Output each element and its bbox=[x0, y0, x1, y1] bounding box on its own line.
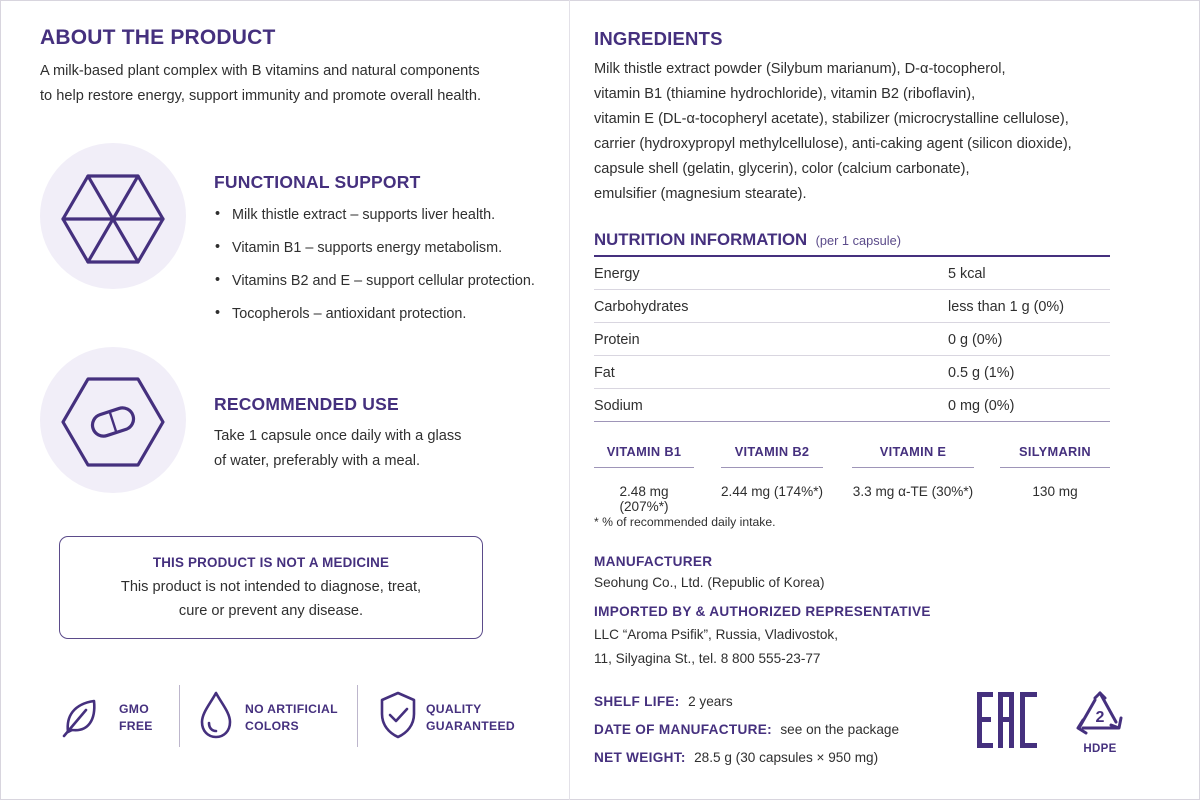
list-item: • Tocopherols – antioxidant protection. bbox=[215, 306, 535, 339]
nutrient-name: Carbohydrates bbox=[594, 299, 689, 315]
ingredients-line: Milk thistle extract powder (Silybum marianum), D-α-tocopherol, bbox=[594, 61, 1006, 77]
shelf-life-label: SHELF LIFE: bbox=[594, 694, 680, 709]
nutrient-name: Protein bbox=[594, 332, 640, 348]
badge-divider bbox=[179, 685, 180, 747]
about-description-line: to help restore energy, support immunity and promote overall health. bbox=[40, 88, 482, 104]
recommended-text bbox=[214, 424, 461, 474]
shield-check-icon bbox=[378, 690, 418, 740]
vitamin-value: 3.3 mg α-TE (30%*) bbox=[852, 484, 974, 499]
badge-line: NO ARTIFICIAL bbox=[245, 702, 338, 716]
notice-body bbox=[60, 575, 482, 623]
importer-label: IMPORTED BY & AUTHORIZED REPRESENTATIVE bbox=[594, 604, 931, 619]
ingredients-text bbox=[594, 57, 1072, 207]
net-weight-label: NET WEIGHT: bbox=[594, 750, 686, 765]
nutrition-table bbox=[594, 257, 1110, 422]
nutrient-value: 0 mg (0%) bbox=[948, 398, 1015, 414]
list-item: • Vitamins B2 and E – support cellular protection. bbox=[215, 273, 535, 306]
column-divider bbox=[569, 0, 570, 800]
recommended-title: RECOMMENDED USE bbox=[214, 394, 399, 414]
table-row bbox=[594, 389, 1110, 422]
net-weight bbox=[594, 746, 878, 770]
nutrition-title: NUTRITION INFORMATION bbox=[594, 230, 808, 249]
ingredients-line: carrier (hydroxypropyl methylcellulose), anti-caking agent (silicon dioxide), bbox=[594, 136, 1072, 152]
vitamin-b2-column bbox=[721, 444, 823, 499]
not-medicine-notice bbox=[59, 536, 483, 639]
vitamin-name: VITAMIN B1 bbox=[594, 444, 694, 468]
badge-quality-guaranteed bbox=[426, 701, 515, 735]
nutrient-name: Sodium bbox=[594, 398, 643, 414]
badge-line: QUALITY bbox=[426, 702, 482, 716]
nutrition-subtitle: (per 1 capsule) bbox=[815, 233, 901, 248]
badge-line: GUARANTEED bbox=[426, 719, 515, 733]
ingredients-line: vitamin E (DL-α-tocopheryl acetate), stabilizer (microcrystalline cellulose), bbox=[594, 111, 1069, 127]
badge-line: COLORS bbox=[245, 719, 299, 733]
ingredients-line: vitamin B1 (thiamine hydrochloride), vitamin B2 (riboflavin), bbox=[594, 86, 976, 102]
shelf-life-value: 2 years bbox=[688, 694, 733, 709]
ingredients-line: emulsifier (magnesium stearate). bbox=[594, 186, 807, 202]
vitamin-e-column bbox=[852, 444, 974, 499]
ingredients-line: capsule shell (gelatin, glycerin), color (calcium carbonate), bbox=[594, 161, 970, 177]
about-title: ABOUT THE PRODUCT bbox=[40, 26, 276, 49]
nutrient-name: Energy bbox=[594, 266, 640, 282]
badge-divider bbox=[357, 685, 358, 747]
vitamin-value: 2.44 mg (174%*) bbox=[721, 484, 824, 499]
badge-line: FREE bbox=[119, 719, 153, 733]
daily-intake-footnote: * % of recommended daily intake. bbox=[594, 515, 776, 529]
leaf-icon bbox=[60, 696, 100, 738]
recycle-icon bbox=[1073, 690, 1127, 744]
list-item: • Milk thistle extract – supports liver health. bbox=[215, 207, 535, 240]
recycle-number: 2 bbox=[1095, 709, 1105, 726]
manufacturer-label: MANUFACTURER bbox=[594, 554, 713, 569]
notice-line: This product is not intended to diagnose, treat, bbox=[120, 579, 422, 595]
functional-title: FUNCTIONAL SUPPORT bbox=[214, 172, 421, 192]
vitamin-name: VITAMIN B2 bbox=[721, 444, 823, 468]
table-row bbox=[594, 257, 1110, 290]
capsule-hexagon-icon bbox=[40, 347, 186, 493]
badge-gmo-free bbox=[119, 701, 153, 735]
silymarin-column bbox=[1000, 444, 1110, 499]
hexagon-grid-icon bbox=[40, 143, 186, 289]
vitamin-value: 2.48 mg (207%*) bbox=[619, 484, 669, 514]
about-description-line: A milk-based plant complex with B vitamins and natural components bbox=[40, 63, 480, 79]
nutrient-name: Fat bbox=[594, 365, 615, 381]
recommended-line: Take 1 capsule once daily with a glass bbox=[214, 428, 462, 444]
functional-list bbox=[215, 207, 535, 339]
nutrient-value: less than 1 g (0%) bbox=[948, 299, 1064, 315]
vitamin-b1-column bbox=[594, 444, 694, 514]
functional-icon-circle bbox=[40, 143, 186, 289]
ingredients-title: INGREDIENTS bbox=[594, 28, 723, 49]
manufacture-date-value: see on the package bbox=[780, 722, 900, 737]
nutrient-value: 0 g (0%) bbox=[948, 332, 1003, 348]
notice-line: cure or prevent any disease. bbox=[178, 603, 364, 619]
vitamin-value: 130 mg bbox=[1032, 484, 1078, 499]
importer-line: LLC “Aroma Psifik”, Russia, Vladivostok, bbox=[594, 627, 839, 642]
net-weight-value: 28.5 g (30 capsules × 950 mg) bbox=[694, 750, 879, 765]
recycle-label: HDPE bbox=[1083, 743, 1117, 755]
manufacturer-value: Seohung Co., Ltd. (Republic of Korea) bbox=[594, 575, 825, 590]
manufacture-date-label: DATE OF MANUFACTURE: bbox=[594, 722, 772, 737]
table-row bbox=[594, 323, 1110, 356]
nutrient-value: 0.5 g (1%) bbox=[948, 365, 1015, 381]
about-description bbox=[40, 59, 481, 109]
list-item: • Vitamin B1 – supports energy metabolism. bbox=[215, 240, 535, 273]
table-row bbox=[594, 356, 1110, 389]
importer-address bbox=[594, 623, 838, 671]
table-row bbox=[594, 290, 1110, 323]
vitamin-name: VITAMIN E bbox=[852, 444, 974, 468]
vitamin-name: SILYMARIN bbox=[1000, 444, 1110, 468]
notice-title: THIS PRODUCT IS NOT A MEDICINE bbox=[152, 555, 390, 570]
badge-no-artificial-colors bbox=[245, 701, 338, 735]
eac-mark-icon bbox=[976, 690, 1038, 750]
shelf-life bbox=[594, 690, 733, 714]
nutrient-value: 5 kcal bbox=[948, 266, 986, 282]
recommended-icon-circle bbox=[40, 347, 186, 493]
manufacture-date bbox=[594, 718, 899, 742]
nutrition-header bbox=[594, 230, 1110, 257]
badge-line: GMO bbox=[119, 702, 150, 716]
drop-icon bbox=[198, 690, 234, 740]
importer-line: 11, Silyagina St., tel. 8 800 555-23-77 bbox=[594, 651, 821, 666]
recommended-line: of water, preferably with a meal. bbox=[214, 453, 421, 469]
